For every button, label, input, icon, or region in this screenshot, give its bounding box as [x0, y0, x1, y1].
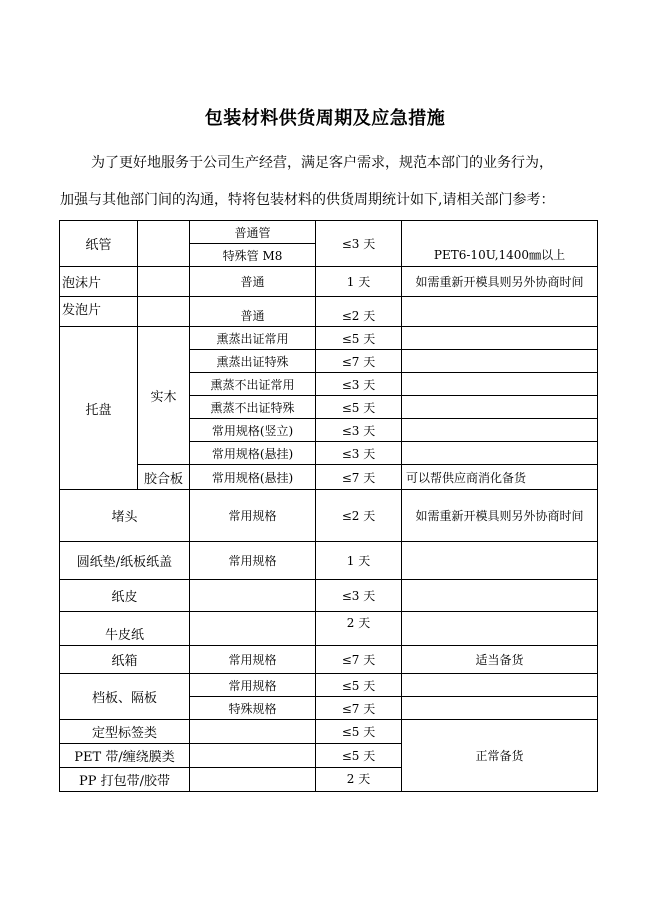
spec-cell: [190, 580, 316, 612]
table-row: [60, 490, 598, 542]
period-cell: 2 天: [316, 612, 402, 646]
spec-cell: 常用规格(悬挂): [190, 465, 316, 490]
table-row: [60, 542, 598, 580]
remark-cell: [402, 327, 598, 350]
spec-cell: [190, 744, 316, 768]
spec-cell: 常用规格: [190, 646, 316, 674]
remark-cell: [402, 542, 598, 580]
period-cell: ≤7 天: [316, 646, 402, 674]
period-cell: 1 天: [316, 542, 402, 580]
remark-cell: [402, 221, 598, 244]
period-cell: ≤3 天: [316, 373, 402, 396]
remark-cell: 如需重新开模具则另外协商时间: [402, 267, 598, 297]
spec-cell: 常用规格(竖立): [190, 419, 316, 442]
remark-cell: 如需重新开模具则另外协商时间: [402, 490, 598, 542]
period-cell: 2 天: [316, 768, 402, 792]
spec-cell: 熏蒸出证常用: [190, 327, 316, 350]
remark-cell: [402, 297, 598, 327]
material-name-cell: 纸皮: [60, 580, 190, 612]
table-row: [60, 612, 598, 646]
table-row: [60, 674, 598, 697]
spec-cell: 熏蒸出证特殊: [190, 350, 316, 373]
intro-paragraph-line-1: 为了更好地服务于公司生产经营，满足客户需求，规范本部门的业务行为，: [91, 155, 553, 171]
spec-cell: 常用规格(悬挂): [190, 442, 316, 465]
material-name-cell: 托盘: [60, 327, 138, 490]
period-cell: ≤5 天: [316, 396, 402, 419]
supply-period-table: [59, 220, 598, 792]
spec-cell: 特殊管 M8: [190, 244, 316, 267]
remark-cell: 正常备货: [402, 720, 598, 792]
period-cell: ≤5 天: [316, 674, 402, 697]
material-name-cell: PP 打包带/胶带: [60, 768, 190, 792]
spec-cell: 普通: [190, 267, 316, 297]
intro-paragraph-line-2: 加强与其他部门间的沟通，特将包装材料的供货周期统计如下,请相关部门参考：: [60, 192, 555, 208]
table-row: [60, 580, 598, 612]
table-row: [60, 327, 598, 350]
material-name-cell: 档板、隔板: [60, 674, 190, 720]
spec-cell: 普通管: [190, 221, 316, 244]
remark-cell: 可以帮供应商消化备货: [402, 465, 598, 490]
period-cell: ≤7 天: [316, 350, 402, 373]
remark-cell: [402, 396, 598, 419]
remark-cell: [402, 580, 598, 612]
material-name-cell: 泡沫片: [60, 267, 138, 297]
page-title: 包装材料供货周期及应急措施: [204, 108, 446, 129]
remark-cell: [402, 442, 598, 465]
remark-cell: [402, 697, 598, 720]
period-cell: ≤3 天: [316, 221, 402, 267]
table-row: [60, 465, 598, 490]
material-name-cell: 定型标签类: [60, 720, 190, 744]
material-name-cell: 发泡片: [60, 297, 138, 327]
spec-cell: 熏蒸不出证常用: [190, 373, 316, 396]
subcategory-cell: 胶合板: [138, 465, 190, 490]
remark-cell: [402, 674, 598, 697]
spec-cell: [190, 768, 316, 792]
period-cell: ≤3 天: [316, 580, 402, 612]
material-name-cell: 纸箱: [60, 646, 190, 674]
period-cell: ≤7 天: [316, 697, 402, 720]
spec-cell: 常用规格: [190, 674, 316, 697]
remark-cell: [402, 373, 598, 396]
remark-cell: PET6-10U,1400㎜以上: [402, 244, 598, 267]
remark-cell: [402, 612, 598, 646]
period-cell: ≤7 天: [316, 465, 402, 490]
period-cell: ≤5 天: [316, 720, 402, 744]
table-row: [60, 297, 598, 327]
spec-cell: [190, 720, 316, 744]
material-name-cell: 堵头: [60, 490, 190, 542]
material-name-cell: 牛皮纸: [60, 612, 190, 646]
spec-cell: [190, 612, 316, 646]
spec-cell: 特殊规格: [190, 697, 316, 720]
spec-cell: 常用规格: [190, 490, 316, 542]
spec-cell: 熏蒸不出证特殊: [190, 396, 316, 419]
material-name-cell: 圆纸垫/纸板纸盖: [60, 542, 190, 580]
material-name-cell: 纸管: [60, 221, 138, 267]
period-cell: ≤2 天: [316, 297, 402, 327]
subcategory-cell: [138, 297, 190, 327]
table-row: [60, 646, 598, 674]
table-row: [60, 221, 598, 244]
subcategory-cell: [138, 267, 190, 297]
spec-cell: 普通: [190, 297, 316, 327]
remark-cell: [402, 419, 598, 442]
table-row: [60, 720, 598, 744]
period-cell: ≤5 天: [316, 327, 402, 350]
period-cell: ≤3 天: [316, 419, 402, 442]
subcategory-cell: [138, 221, 190, 267]
material-name-cell: PET 带/缠绕膜类: [60, 744, 190, 768]
period-cell: ≤5 天: [316, 744, 402, 768]
period-cell: ≤3 天: [316, 442, 402, 465]
period-cell: 1 天: [316, 267, 402, 297]
period-cell: ≤2 天: [316, 490, 402, 542]
remark-cell: 适当备货: [402, 646, 598, 674]
spec-cell: 常用规格: [190, 542, 316, 580]
subcategory-cell: 实木: [138, 327, 190, 465]
remark-cell: [402, 350, 598, 373]
table-row: [60, 267, 598, 297]
